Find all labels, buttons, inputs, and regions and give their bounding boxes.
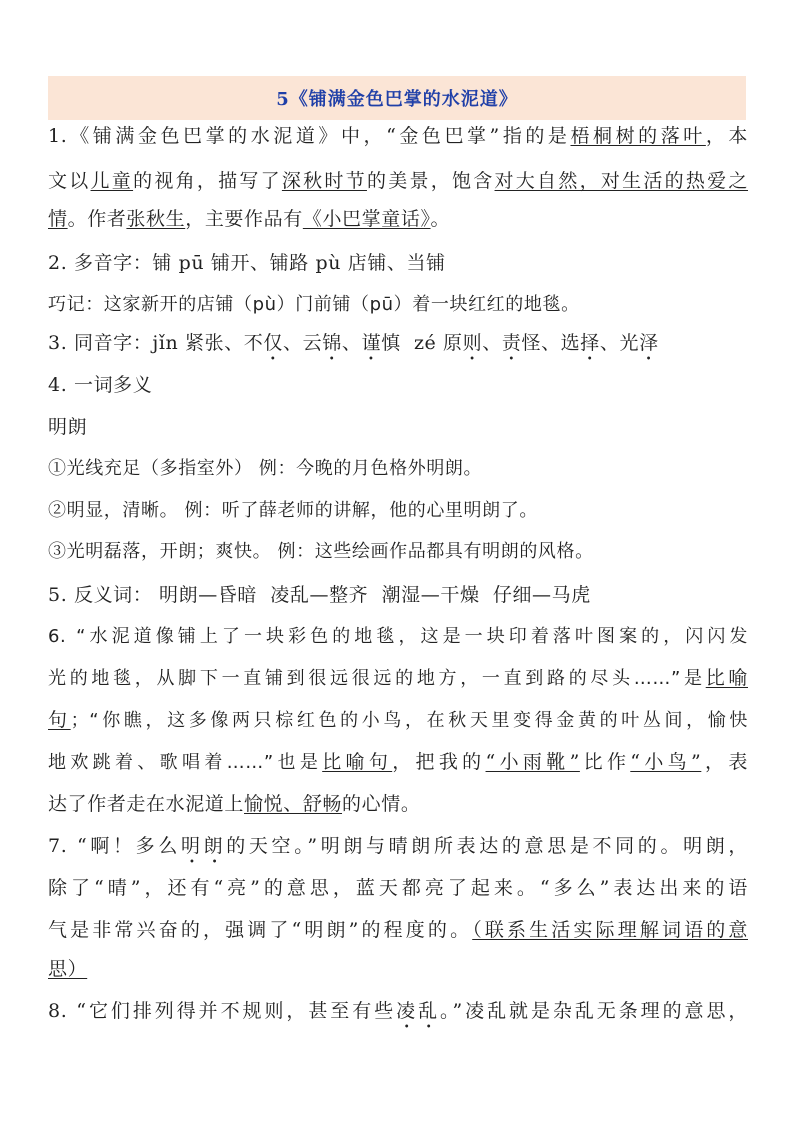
item3-dotted: 择 <box>580 332 600 354</box>
item6-text: 光的地毯，从脚下一直铺到很远很远的地方，一直到路的尽头……”是 <box>48 668 706 689</box>
item1-line2 <box>48 169 748 193</box>
item6-answer-bird: “小鸟” <box>630 751 702 773</box>
item8-line1 <box>48 999 748 1033</box>
item1-answer-season: 深秋时节 <box>281 170 367 192</box>
item6-line5 <box>48 792 748 816</box>
item2-polyphone: 2. 多音字：铺 pū 铺开、铺路 pù 店铺、当铺 <box>48 252 446 274</box>
item1-text: 。 <box>430 208 451 230</box>
item6-text: ，把我的 <box>392 751 486 773</box>
item7-dotted-word: 明朗 <box>180 835 227 857</box>
item6-answer-mood: 愉悦、舒畅 <box>244 793 343 815</box>
item7-line1 <box>48 834 748 868</box>
item1-answer-emotion: 对大自然，对生活的热爱之 <box>494 170 749 192</box>
title-banner <box>48 76 746 120</box>
item1-answer-work: 《小巴掌童话》 <box>302 208 431 230</box>
item1-answer-author: 张秋生 <box>126 208 186 230</box>
item1-text: ，本 <box>705 125 748 147</box>
item8-text: 8. “它们排列得并不规则，甚至有些 <box>48 1000 397 1022</box>
item1-answer-leaves: 梧桐树的落叶 <box>570 125 706 147</box>
item4-word: 明朗 <box>48 416 88 438</box>
item8-dotted-word: 凌乱 <box>396 1000 441 1022</box>
item7-method-note: （联系生活实际理解词语的意 <box>472 919 748 941</box>
item7-method-note-end: 思） <box>48 958 88 980</box>
item3-text: 、 <box>482 332 502 354</box>
item5-antonyms: 5. 反义词： 明朗—昏暗 凌乱—整齐 潮湿—干燥 仔细—马虎 <box>48 584 591 606</box>
item6-text: ，表 <box>701 751 748 773</box>
item1-text: 1.《铺满金色巴掌的水泥道》中，“金色巴掌”指的是 <box>48 125 571 147</box>
item6-line1: 6. “水泥道像铺上了一块彩色的地毯，这是一块印着落叶图案的，闪闪发 <box>48 626 748 647</box>
item3-dotted: 锦 <box>322 332 342 354</box>
item7-text: 的天空。”明朗与晴朗所表达的意思是不同的。明朗， <box>226 835 748 857</box>
item6-line3 <box>48 708 748 733</box>
item1-text: 的视角，描写了 <box>133 170 282 192</box>
item1-line3 <box>48 207 748 231</box>
item3-text: 3. 同音字：jǐn 紧张、不 <box>48 332 264 354</box>
item6-text: 达了作者走在水泥道上 <box>48 793 245 815</box>
item7-line3 <box>48 918 748 942</box>
item3-text: 慎 zé 原 <box>381 332 463 354</box>
item6-line2 <box>48 666 748 691</box>
item3-dotted: 则 <box>462 332 483 354</box>
item8-text: 。”凌乱就是杂乱无条理的意思， <box>440 1000 749 1022</box>
item6-text: 比作 <box>579 751 631 773</box>
item3-dotted: 谨 <box>361 332 382 354</box>
item3-text: 怪、选 <box>521 332 581 354</box>
item6-text: 地欢跳着、歌唱着……”也是 <box>48 752 323 773</box>
item7-line2: 除了“晴”，还有“亮”的意思，蓝天都亮了起来。“多么”表达出来的语 <box>48 877 748 899</box>
item1-text: 文以 <box>48 170 91 192</box>
item3-dotted: 责 <box>501 332 522 354</box>
item4-sense1: ①光线充足（多指室外） 例：今晚的月色格外明朗。 <box>48 458 483 479</box>
item4-heading: 4. 一词多义 <box>48 374 153 396</box>
item6-answer-simile: 比喻 <box>705 667 748 689</box>
item4-sense2: ②明显，清晰。 例：听了薛老师的讲解，他的心里明朗了。 <box>48 500 538 521</box>
item3-text: 、 <box>341 332 362 354</box>
document-title: 5《铺满金色巴掌的水泥道》 <box>276 89 518 110</box>
item6-answer-simile-end: 句 <box>48 709 71 731</box>
item7-text: 气是非常兴奋的，强调了“明朗”的程度的。 <box>48 919 473 941</box>
item1-text: ，主要作品有 <box>185 208 303 230</box>
item3-dotted: 泽 <box>639 332 659 354</box>
item7-text: 7. “啊！多么 <box>48 835 181 857</box>
item3-text: 、云 <box>283 332 323 354</box>
item3-text: 、光 <box>599 332 640 354</box>
item7-line4 <box>48 957 748 981</box>
item6-answer-simile2: 比喻句 <box>322 751 393 773</box>
item3-dotted: 仅 <box>263 332 284 354</box>
item1-line1 <box>48 124 748 148</box>
item6-answer-boots: “小雨靴” <box>485 751 580 773</box>
item3-homophones <box>48 331 748 365</box>
item6-text: ；“你瞧，这多像两只棕红色的小鸟，在秋天里变得金黄的叶丛间，愉快 <box>70 710 748 731</box>
item2-mnemonic: 巧记：这家新开的店铺（pù）门前铺（pū）着一块红红的地毯。 <box>48 294 580 315</box>
item4-sense3: ③光明磊落，开朗；爽快。 例：这些绘画作品都具有明朗的风格。 <box>48 541 594 562</box>
item6-line4 <box>48 750 748 775</box>
item1-answer-emotion-end: 情 <box>48 208 68 230</box>
item1-text: 的美景，饱含 <box>366 170 495 192</box>
item1-answer-child: 儿童 <box>90 170 134 192</box>
item6-text: 的心情。 <box>342 793 421 815</box>
item1-text: 。作者 <box>67 208 127 230</box>
